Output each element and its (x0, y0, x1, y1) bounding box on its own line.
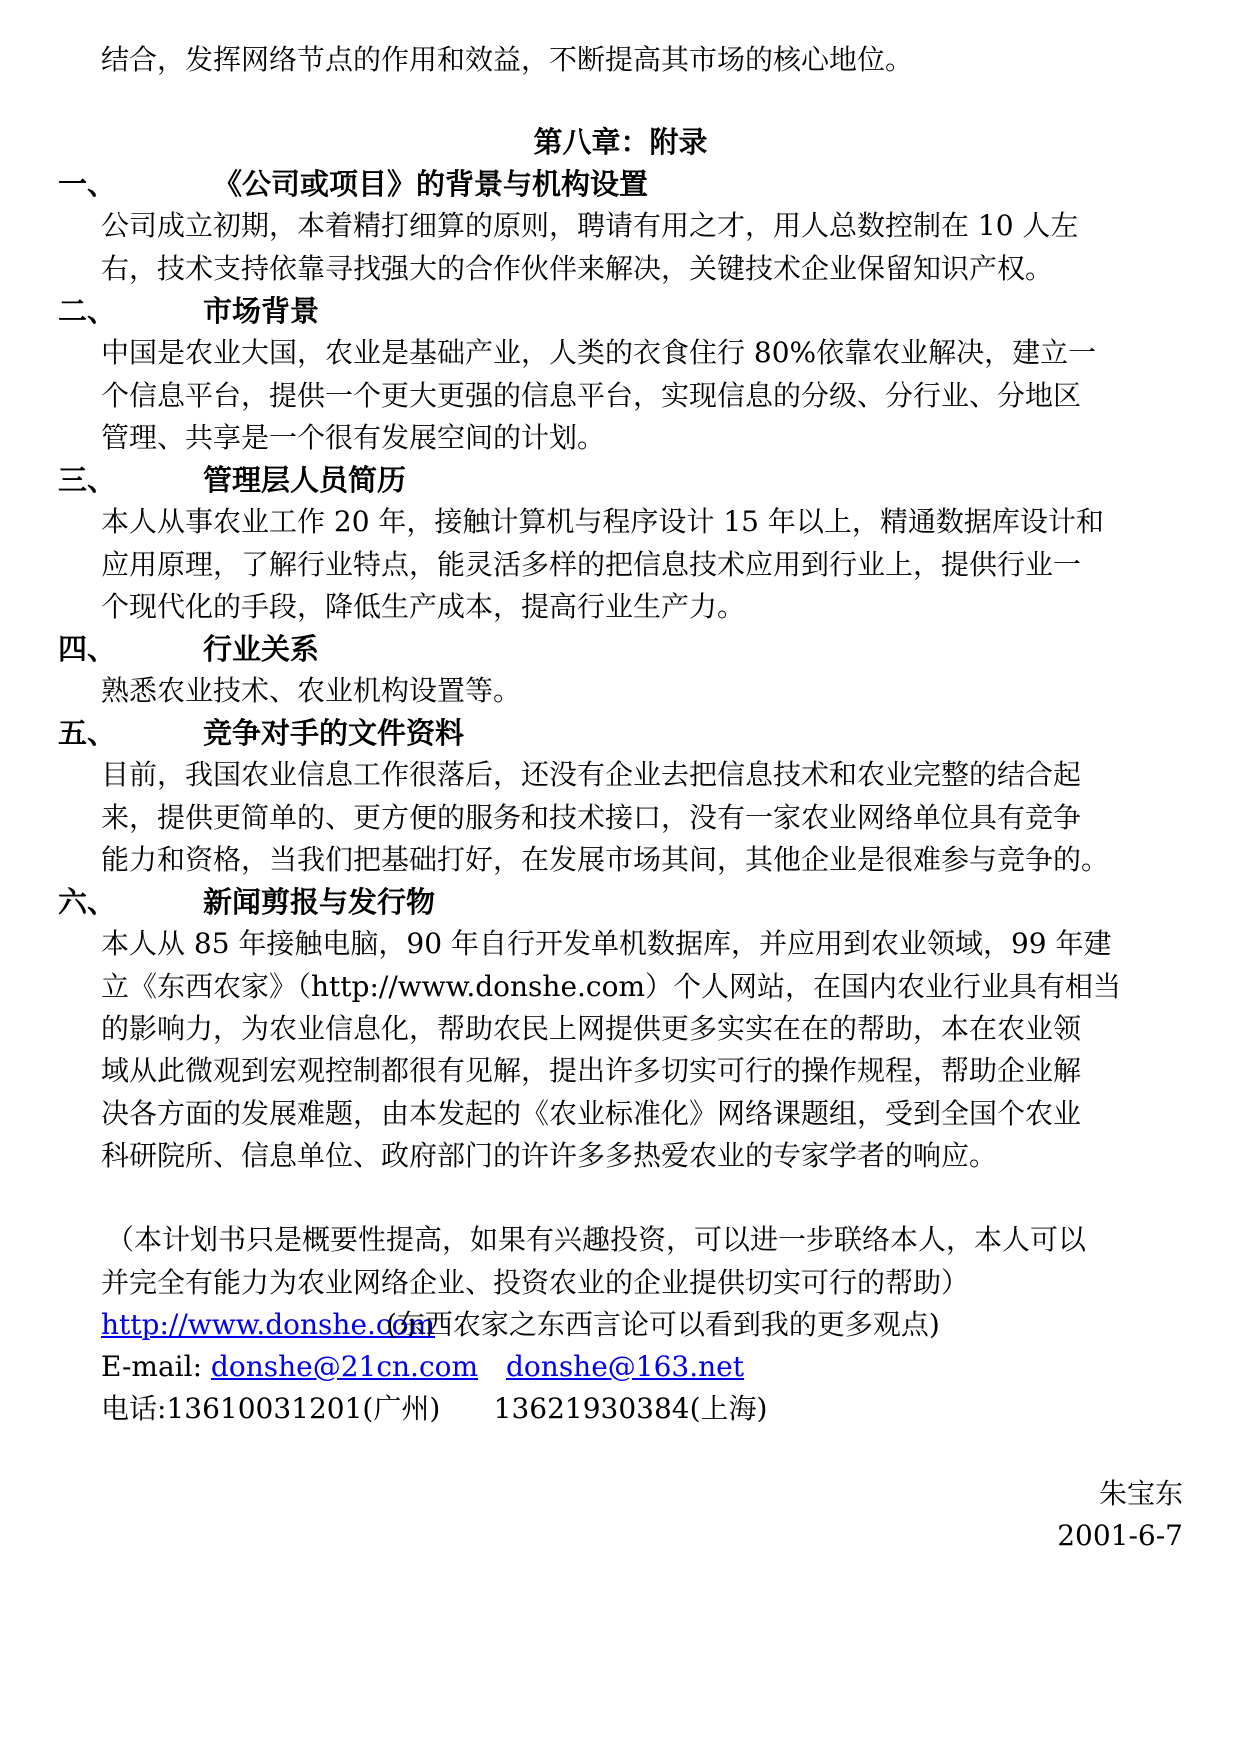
section-5-title: 竞争对手的文件资料 (203, 716, 465, 750)
website-row (101, 1305, 1191, 1345)
section-1-title: 《公司或项目》的背景与机构设置 (213, 167, 649, 201)
email-link-21cn[interactable]: donshe@21cn.com (210, 1350, 479, 1383)
section-4-number: 四、 (58, 632, 117, 666)
section-6-line: 域从此微观到宏观控制都很有见解，提出许多切实可行的操作规程，帮助企业解 (101, 1054, 1082, 1087)
phone-row: 电话:13610031201(广州) 13621930384(上海) (101, 1392, 768, 1425)
email-row (101, 1347, 1191, 1387)
section-2-line: 中国是农业大国，农业是基础产业，人类的衣食住行 80%依靠农业解决，建立一 (101, 336, 1097, 369)
signature-name: 朱宝东 (1098, 1477, 1183, 1510)
section-5-line: 能力和资格，当我们把基础打好，在发展市场其间，其他企业是很难参与竞争的。 (101, 843, 1110, 876)
chapter-title: 第八章：附录 (533, 125, 708, 159)
email-label: E-mail: (101, 1350, 211, 1383)
section-2-line: 个信息平台，提供一个更大更强的信息平台，实现信息的分级、分行业、分地区 (101, 379, 1082, 412)
section-2-number: 二、 (58, 294, 117, 328)
section-6-line: 立《东西农家》（http://www.donshe.com）个人网站，在国内农业行业具有相当 (101, 970, 1122, 1003)
section-1-line: 右，技术支持依靠寻找强大的合作伙伴来解决，关键技术企业保留知识产权。 (101, 252, 1054, 285)
section-4-title: 行业关系 (203, 632, 320, 666)
note-line: （本计划书只是概要性提高，如果有兴趣投资，可以进一步联络本人，本人可以 (106, 1223, 1087, 1256)
note-line: 并完全有能力为农业网络企业、投资农业的企业提供切实可行的帮助） (101, 1266, 970, 1299)
section-3-line: 个现代化的手段，降低生产成本，提高行业生产力。 (101, 590, 746, 623)
section-3-number: 三、 (58, 463, 117, 497)
section-3-line: 应用原理，了解行业特点，能灵活多样的把信息技术应用到行业上，提供行业一 (101, 548, 1082, 581)
section-5-line: 来，提供更简单的、更方便的服务和技术接口，没有一家农业网络单位具有竞争 (101, 801, 1082, 834)
section-6-line: 决各方面的发展难题，由本发起的《农业标准化》网络课题组，受到全国个农业 (101, 1097, 1082, 1130)
section-3-title: 管理层人员简历 (203, 463, 407, 497)
section-5-number: 五、 (58, 716, 117, 750)
intro-line: 结合，发挥网络节点的作用和效益，不断提高其市场的核心地位。 (101, 43, 914, 76)
section-6-number: 六、 (58, 885, 117, 919)
section-2-title: 市场背景 (203, 294, 320, 328)
section-1-line: 公司成立初期，本着精打细算的原则，聘请有用之才，用人总数控制在 10 人左 (101, 209, 1079, 242)
section-6-line: 本人从 85 年接触电脑，90 年自行开发单机数据库，并应用到农业领域，99 年建 (101, 927, 1112, 960)
section-1-number: 一、 (58, 167, 117, 201)
website-link[interactable]: http://www.donshe.com (101, 1308, 436, 1341)
section-6-line: 科研院所、信息单位、政府部门的许许多多热爱农业的专家学者的响应。 (101, 1139, 998, 1172)
section-4-line: 熟悉农业技术、农业机构设置等。 (101, 674, 522, 707)
section-6-line: 的影响力，为农业信息化，帮助农民上网提供更多实实在在的帮助，本在农业领 (101, 1012, 1082, 1045)
website-note: (东西农家之东西言论可以看到我的更多观点) (386, 1308, 940, 1341)
email-link-163[interactable]: donshe@163.net (506, 1350, 744, 1383)
section-2-line: 管理、共享是一个很有发展空间的计划。 (101, 421, 606, 454)
section-3-line: 本人从事农业工作 20 年，接触计算机与程序设计 15 年以上，精通数据库设计和 (101, 505, 1104, 538)
section-6-title: 新闻剪报与发行物 (203, 885, 436, 919)
section-5-line: 目前，我国农业信息工作很落后，还没有企业去把信息技术和农业完整的结合起 (101, 758, 1082, 791)
signature-date: 2001-6-7 (1057, 1519, 1183, 1552)
